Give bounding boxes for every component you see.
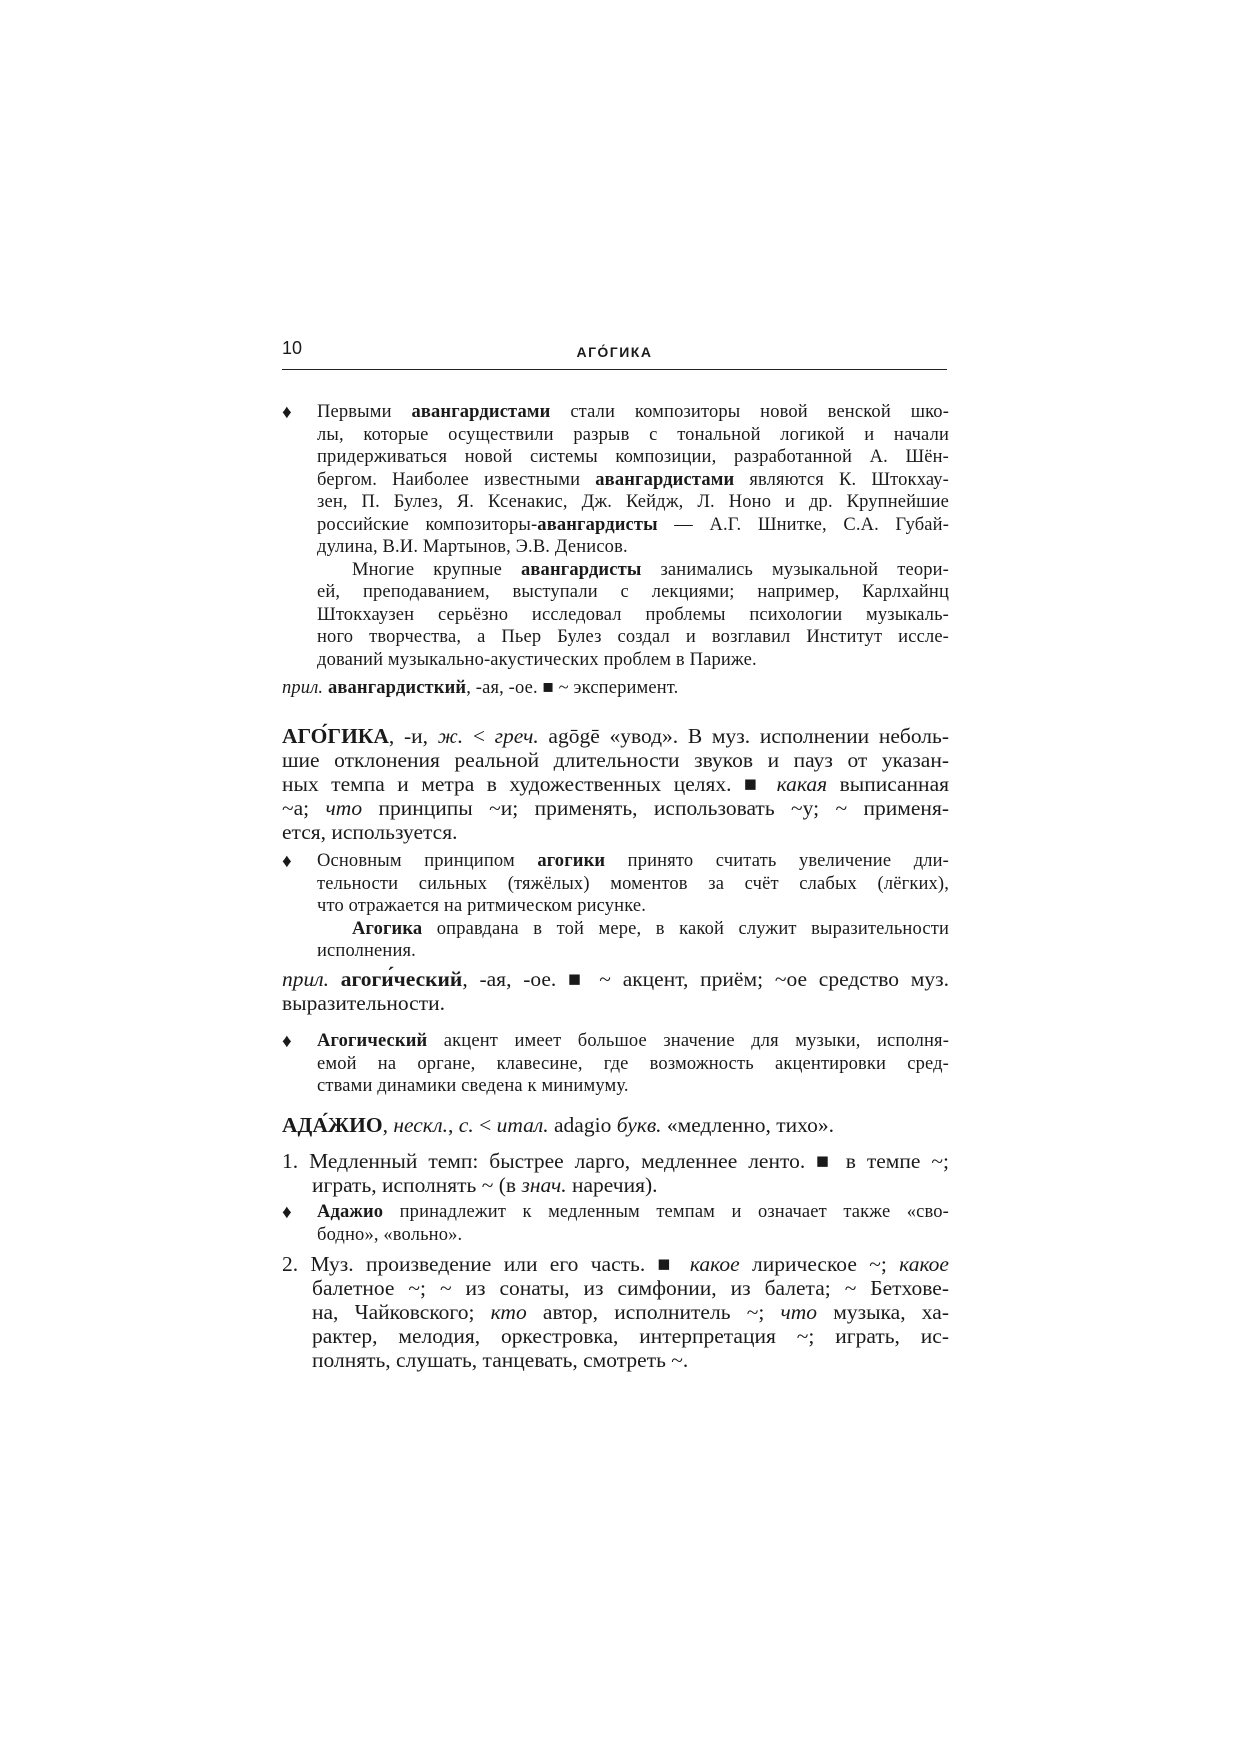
text-line: прил. авангардисткий, -ая, -ое. ■ ~ эксперимент. [282,678,679,698]
text-line: лы, которые осуществили разрыв с тональной логикой и начали [317,424,949,445]
note-agogicheskiy [282,1030,949,1098]
text-line: Многие крупные авангардисты занимались музыкальной теори- [352,559,949,580]
text-line: на, Чайковского; кто автор, исполнитель ~; что музыка, ха- [312,1300,949,1324]
text-line: ~а; что принципы ~и; применять, использовать ~у; ~ применя- [282,796,949,820]
adjective-line [282,677,949,700]
note-adagio [282,1201,949,1246]
text-line: прил. агоги́ческий, -ая, -ое. ■ ~ акцент, приём; ~ое средство муз. [282,967,950,991]
text-line: что отражается на ритмическом рисунке. [317,896,647,916]
text-line: емой на органе, клавесине, где возможность акцентировки сред- [317,1053,949,1074]
text-line: бодно», «вольно». [317,1224,463,1245]
text-line: Основным принципом агогики принято считать увеличение дли- [317,851,949,871]
sense-1 [282,1149,949,1197]
text-line: полнять, слушать, танцевать, смотреть ~. [312,1348,689,1372]
text-line: ствами динамики сведена к минимуму. [317,1076,629,1096]
text-line: тельности сильных (тяжёлых) моментов за счёт слабых (лёгких), [317,873,949,894]
text-line: балетное ~; ~ из сонаты, из симфонии, из балета; ~ Бетхове- [312,1276,949,1300]
text-line: рактер, мелодия, оркестровка, интерпретация ~; играть, ис- [312,1324,949,1348]
headword-line: АГО́ГИКА, -и, ж. < греч. agōgē «увод». В муз. исполнении неболь- [282,724,949,748]
diamond-bullet-icon: ♦ [282,1202,292,1223]
text-line: Штокхаузен серьёзно исследовал проблемы психологии музыкаль- [317,604,949,625]
page-number: 10 [282,338,303,358]
adjective-agogicheskiy [282,967,949,1015]
text-line: играть, исполнять ~ (в знач. наречия). [312,1173,658,1197]
running-title: АГО́ГИКА [576,344,653,360]
entry-adagio [282,1113,949,1137]
diamond-bullet-icon: ♦ [282,1031,292,1052]
diamond-bullet-icon: ♦ [282,851,292,872]
sense-2 [282,1252,949,1372]
entry-agogika [282,724,949,844]
text-line: 1. Медленный темп: быстрее ларго, медленнее ленто. ■ в темпе ~; [282,1149,949,1173]
text-line: придерживаться новой системы композиции, разработанной А. Шён- [317,447,949,467]
text-line: шие отклонения реальной длительности звуков и пауз от указан- [282,748,949,772]
text-line: Первыми авангардистами стали композиторы новой венской шко- [317,402,950,422]
text-line: выразительности. [282,991,445,1015]
text-line: дулина, В.И. Мартынов, Э.В. Денисов. [317,537,628,557]
note-avangardisty [282,401,949,671]
text-line: исполнения. [317,941,416,961]
text-line: бергом. Наиболее известными авангардистами являются К. Штокхау- [317,469,949,490]
diamond-bullet-icon: ♦ [282,402,292,423]
text-line: российские композиторы-авангардисты — А.Г. Шнитке, С.А. Губай- [317,514,950,535]
note-agogika [282,850,949,963]
headword-line: АДА́ЖИО, нескл., с. < итал. adagio букв. «медленно, тихо». [282,1113,834,1137]
text-line: Агогика оправдана в той мере, в какой служит выразительности [352,918,949,939]
text-line: Агогический акцент имеет большое значение для музыки, исполня- [317,1031,949,1051]
text-line: 2. Муз. произведение или его часть. ■ какое лирическое ~; какое [282,1252,949,1276]
page-header [282,338,947,370]
text-line: зен, П. Булез, Я. Ксенакис, Дж. Кейдж, Л. Ноно и др. Крупнейшие [317,492,949,512]
text-line: ей, преподаванием, выступали с лекциями; например, Карлхайнц [317,582,949,602]
text-line: Адажио принадлежит к медленным темпам и означает также «сво- [317,1202,949,1222]
text-line: дований музыкально-акустических проблем в Париже. [317,649,757,670]
text-line: ется, используется. [282,820,458,844]
text-line: ного творчества, а Пьер Булез создал и возглавил Институт иссле- [317,627,949,647]
text-line: ных темпа и метра в художественных целях. ■ какая выписанная [282,772,950,796]
